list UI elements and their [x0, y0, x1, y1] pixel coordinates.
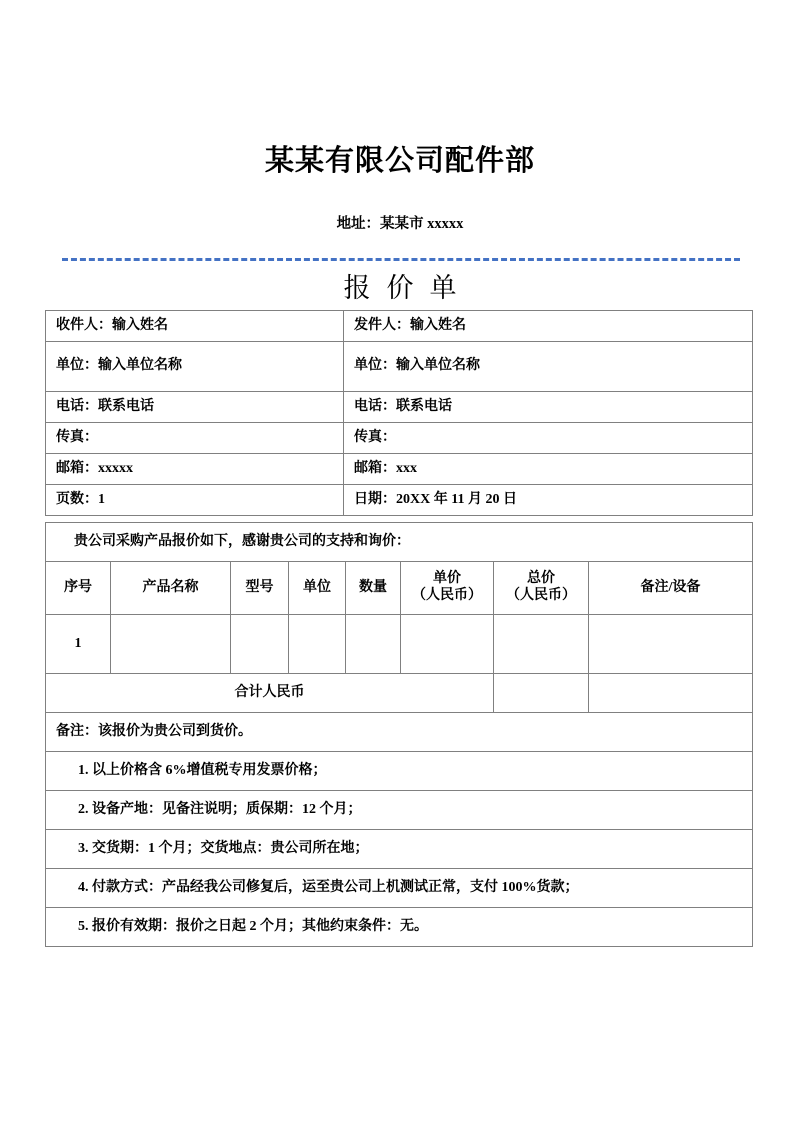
unit-price-line-1: 单价 — [433, 571, 461, 587]
note-item-4: 4. 付款方式：产品经我公司修复后，运至贵公司上机测试正常，支付 100%货款； — [46, 869, 753, 908]
column-header-model: 型号 — [231, 562, 289, 615]
cell-total-price[interactable] — [494, 615, 589, 674]
table-row — [46, 454, 753, 485]
total-value-cell[interactable] — [494, 674, 589, 713]
cell-unit-price[interactable] — [401, 615, 494, 674]
column-header-index: 序号 — [46, 562, 111, 615]
table-row — [46, 392, 753, 423]
page-count-cell[interactable]: 页数：1 — [46, 485, 344, 516]
intro-text: 贵公司采购产品报价如下，感谢贵公司的支持和询价： — [46, 523, 753, 562]
table-row — [46, 485, 753, 516]
product-pricing-table — [45, 522, 753, 713]
table-row — [46, 423, 753, 454]
table-row — [46, 523, 753, 562]
table-row — [46, 908, 753, 947]
sender-fax-cell[interactable]: 传真： — [344, 423, 753, 454]
table-row — [46, 311, 753, 342]
column-header-remark: 备注/设备 — [589, 562, 753, 615]
total-price-line-2: （人民币） — [506, 588, 576, 603]
contact-info-table — [45, 310, 753, 516]
note-item-1: 1. 以上价格含 6%增值税专用发票价格； — [46, 752, 753, 791]
table-row — [46, 791, 753, 830]
total-label: 合计人民币 — [46, 674, 494, 713]
table-row — [46, 342, 753, 392]
column-header-unit-price — [401, 562, 494, 615]
sender-phone-cell[interactable]: 电话：联系电话 — [344, 392, 753, 423]
recipient-name-cell[interactable]: 收件人：输入姓名 — [46, 311, 344, 342]
table-row — [46, 869, 753, 908]
table-row — [46, 615, 753, 674]
column-header-unit: 单位 — [289, 562, 346, 615]
table-header-row — [46, 562, 753, 615]
recipient-fax-cell[interactable]: 传真： — [46, 423, 344, 454]
table-row — [46, 752, 753, 791]
page-title: 某某有限公司配件部 — [264, 145, 535, 177]
cell-product-name[interactable] — [111, 615, 231, 674]
recipient-email-cell[interactable]: 邮箱：xxxxx — [46, 454, 344, 485]
total-price-line-1: 总价 — [527, 571, 555, 587]
column-header-total-price — [494, 562, 589, 615]
table-total-row — [46, 674, 753, 713]
sender-email-cell[interactable]: 邮箱：xxx — [344, 454, 753, 485]
company-address: 地址：某某市 xxxxx — [336, 216, 464, 232]
quotation-heading: 报价单 — [343, 273, 473, 303]
cell-unit[interactable] — [289, 615, 346, 674]
sender-name-cell[interactable]: 发件人：输入姓名 — [344, 311, 753, 342]
table-row — [46, 830, 753, 869]
note-item-3: 3. 交货期：1 个月；交货地点：贵公司所在地； — [46, 830, 753, 869]
column-header-quantity: 数量 — [346, 562, 401, 615]
column-header-product-name: 产品名称 — [111, 562, 231, 615]
note-item-2: 2. 设备产地：见备注说明；质保期：12 个月； — [46, 791, 753, 830]
total-remark-cell[interactable] — [589, 674, 753, 713]
cell-model[interactable] — [231, 615, 289, 674]
dashed-divider — [62, 258, 740, 261]
unit-price-line-2: （人民币） — [412, 588, 482, 603]
cell-quantity[interactable] — [346, 615, 401, 674]
notes-header: 备注：该报价为贵公司到货价。 — [46, 713, 753, 752]
sender-company-cell[interactable]: 单位：输入单位名称 — [344, 342, 753, 392]
cell-index: 1 — [46, 615, 111, 674]
notes-table — [45, 712, 753, 947]
recipient-phone-cell[interactable]: 电话：联系电话 — [46, 392, 344, 423]
recipient-company-cell[interactable]: 单位：输入单位名称 — [46, 342, 344, 392]
note-item-5: 5. 报价有效期：报价之日起 2 个月；其他约束条件：无。 — [46, 908, 753, 947]
date-cell[interactable]: 日期：20XX 年 11 月 20 日 — [344, 485, 753, 516]
table-row — [46, 713, 753, 752]
cell-remark[interactable] — [589, 615, 753, 674]
